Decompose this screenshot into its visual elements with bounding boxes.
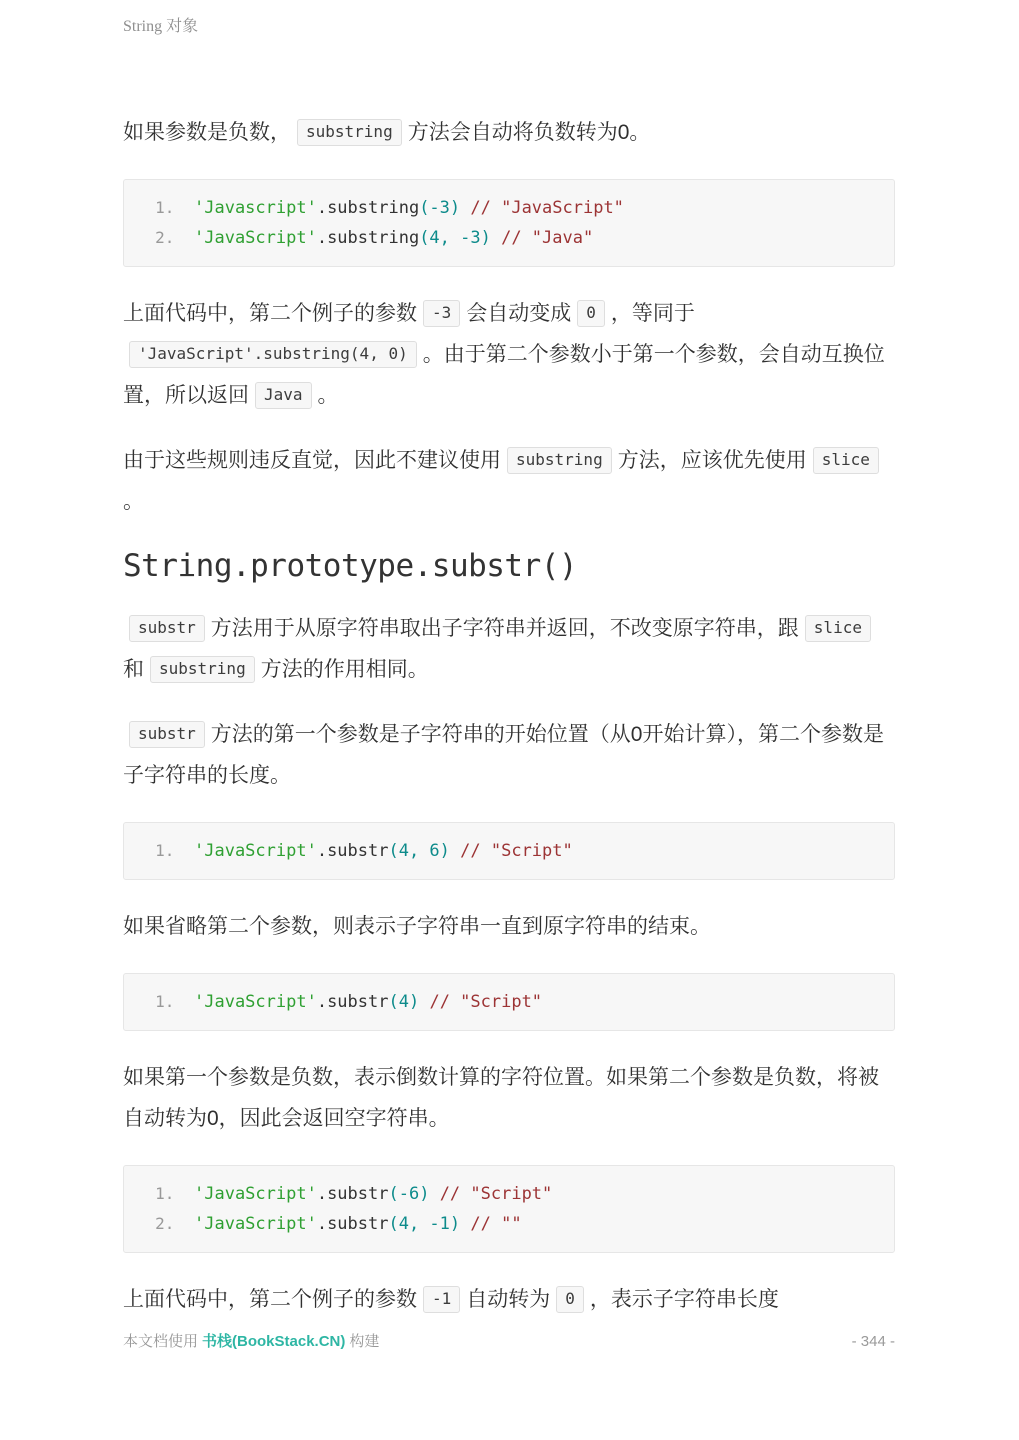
text-run: 会自动变成 <box>466 302 572 325</box>
text-run: 方法会自动将负数转为0。 <box>407 121 651 144</box>
code-line <box>184 193 878 223</box>
text-run: 。由于第二个参数小于第一个参数，会自动互换位置，所以返回 <box>123 343 885 407</box>
running-header: String 对象 <box>123 18 199 35</box>
code-token-plain: .substr <box>316 1214 389 1234</box>
code-line <box>184 1179 878 1209</box>
text-run: 如果省略第二个参数，则表示子字符串一直到原字符串的结束。 <box>123 915 711 938</box>
code-line <box>184 987 878 1017</box>
code-token-comment: // "JavaScript" <box>470 198 624 218</box>
paragraph <box>123 1057 895 1139</box>
text-run: 由于这些规则违反直觉，因此不建议使用 <box>123 449 501 472</box>
bookstack-link[interactable]: 书栈(BookStack.CN) <box>202 1333 346 1350</box>
code-token-number: (-6) <box>388 1184 430 1204</box>
text-run: 如果第一个参数是负数，表示倒数计算的字符位置。如果第二个参数是负数，将被自动转为0，因此会返回空字符串。 <box>123 1066 879 1130</box>
inline-code: substring <box>507 447 612 474</box>
text-run: 方法用于从原字符串取出子字符串并返回，不改变原字符串，跟 <box>210 617 799 640</box>
paragraph <box>123 293 895 416</box>
code-token-comment: // "Java" <box>501 228 594 248</box>
code-token-plain <box>491 228 501 248</box>
code-token-number: (4) <box>388 992 420 1012</box>
code-token-plain: .substring <box>316 228 420 248</box>
inline-code: substring <box>150 656 255 683</box>
inline-code: slice <box>813 447 879 474</box>
document-content <box>123 112 895 1344</box>
text-run: 和 <box>123 658 144 681</box>
code-line <box>184 836 878 866</box>
text-run: ，等同于 <box>610 302 695 325</box>
text-run: 方法的第一个参数是子字符串的开始位置（从0开始计算），第二个参数是子字符串的长度。 <box>123 723 884 787</box>
code-token-plain <box>460 1214 470 1234</box>
code-token-plain: .substring <box>316 198 420 218</box>
code-line-list <box>140 193 878 253</box>
inline-code: Java <box>255 382 312 409</box>
paragraph <box>123 440 895 522</box>
code-token-string: 'JavaScript' <box>194 1214 317 1234</box>
text-run: 自动转为 <box>466 1288 551 1311</box>
code-line-list <box>140 1179 878 1239</box>
page-number: - 344 - <box>851 1333 895 1350</box>
inline-code: -3 <box>423 300 460 327</box>
text-run: 。 <box>317 384 339 407</box>
code-token-string: 'JavaScript' <box>194 1184 317 1204</box>
code-token-comment: // "Script" <box>439 1184 553 1204</box>
inline-code: 0 <box>577 300 605 327</box>
inline-code: substr <box>129 615 205 642</box>
code-line <box>184 1209 878 1239</box>
code-token-string: 'JavaScript' <box>194 228 317 248</box>
code-block <box>123 179 895 267</box>
code-token-comment: // "Script" <box>429 992 543 1012</box>
paragraph <box>123 608 895 690</box>
code-token-number: (4, -3) <box>419 228 491 248</box>
code-token-plain <box>429 1184 439 1204</box>
code-token-plain: .substr <box>316 1184 389 1204</box>
text-run: 。 <box>123 490 144 513</box>
text-run: 方法，应该优先使用 <box>617 449 807 472</box>
code-token-string: 'Javascript' <box>194 198 317 218</box>
text-run: 上面代码中，第二个例子的参数 <box>123 302 417 325</box>
inline-code: substring <box>297 119 402 146</box>
inline-code: 'JavaScript'.substring(4, 0) <box>129 341 417 368</box>
inline-code: 0 <box>556 1286 584 1313</box>
inline-code: slice <box>805 615 871 642</box>
paragraph <box>123 1279 895 1320</box>
text-run: 上面代码中，第二个例子的参数 <box>123 1288 417 1311</box>
text-run: 方法的作用相同。 <box>260 658 429 681</box>
text-run: ，表示子字符串长度 <box>589 1288 779 1311</box>
footer-attribution <box>123 1330 379 1351</box>
code-token-plain <box>460 198 470 218</box>
code-token-number: (-3) <box>419 198 461 218</box>
code-token-comment: // "Script" <box>460 841 573 861</box>
inline-code: -1 <box>423 1286 460 1313</box>
code-token-plain: .substr <box>316 841 389 861</box>
code-token-comment: // "" <box>470 1214 522 1234</box>
paragraph <box>123 714 895 796</box>
code-token-string: 'JavaScript' <box>194 992 317 1012</box>
code-block <box>123 1165 895 1253</box>
code-token-number: (4, -1) <box>388 1214 461 1234</box>
code-block <box>123 822 895 880</box>
code-token-plain: .substr <box>316 992 389 1012</box>
text-run: 如果参数是负数， <box>123 121 291 144</box>
code-line <box>184 223 878 253</box>
section-heading: String.prototype.substr() <box>123 548 578 584</box>
inline-code: substr <box>129 721 205 748</box>
paragraph <box>123 112 895 153</box>
code-block <box>123 973 895 1031</box>
footer-suffix: 构建 <box>349 1333 380 1350</box>
paragraph <box>123 906 895 947</box>
code-token-plain <box>450 841 460 861</box>
code-token-number: (4, 6) <box>388 841 450 861</box>
code-token-plain <box>419 992 429 1012</box>
code-line-list <box>140 836 878 866</box>
page-footer <box>123 1330 895 1351</box>
code-token-string: 'JavaScript' <box>194 841 317 861</box>
code-line-list <box>140 987 878 1017</box>
footer-prefix: 本文档使用 <box>123 1333 199 1350</box>
